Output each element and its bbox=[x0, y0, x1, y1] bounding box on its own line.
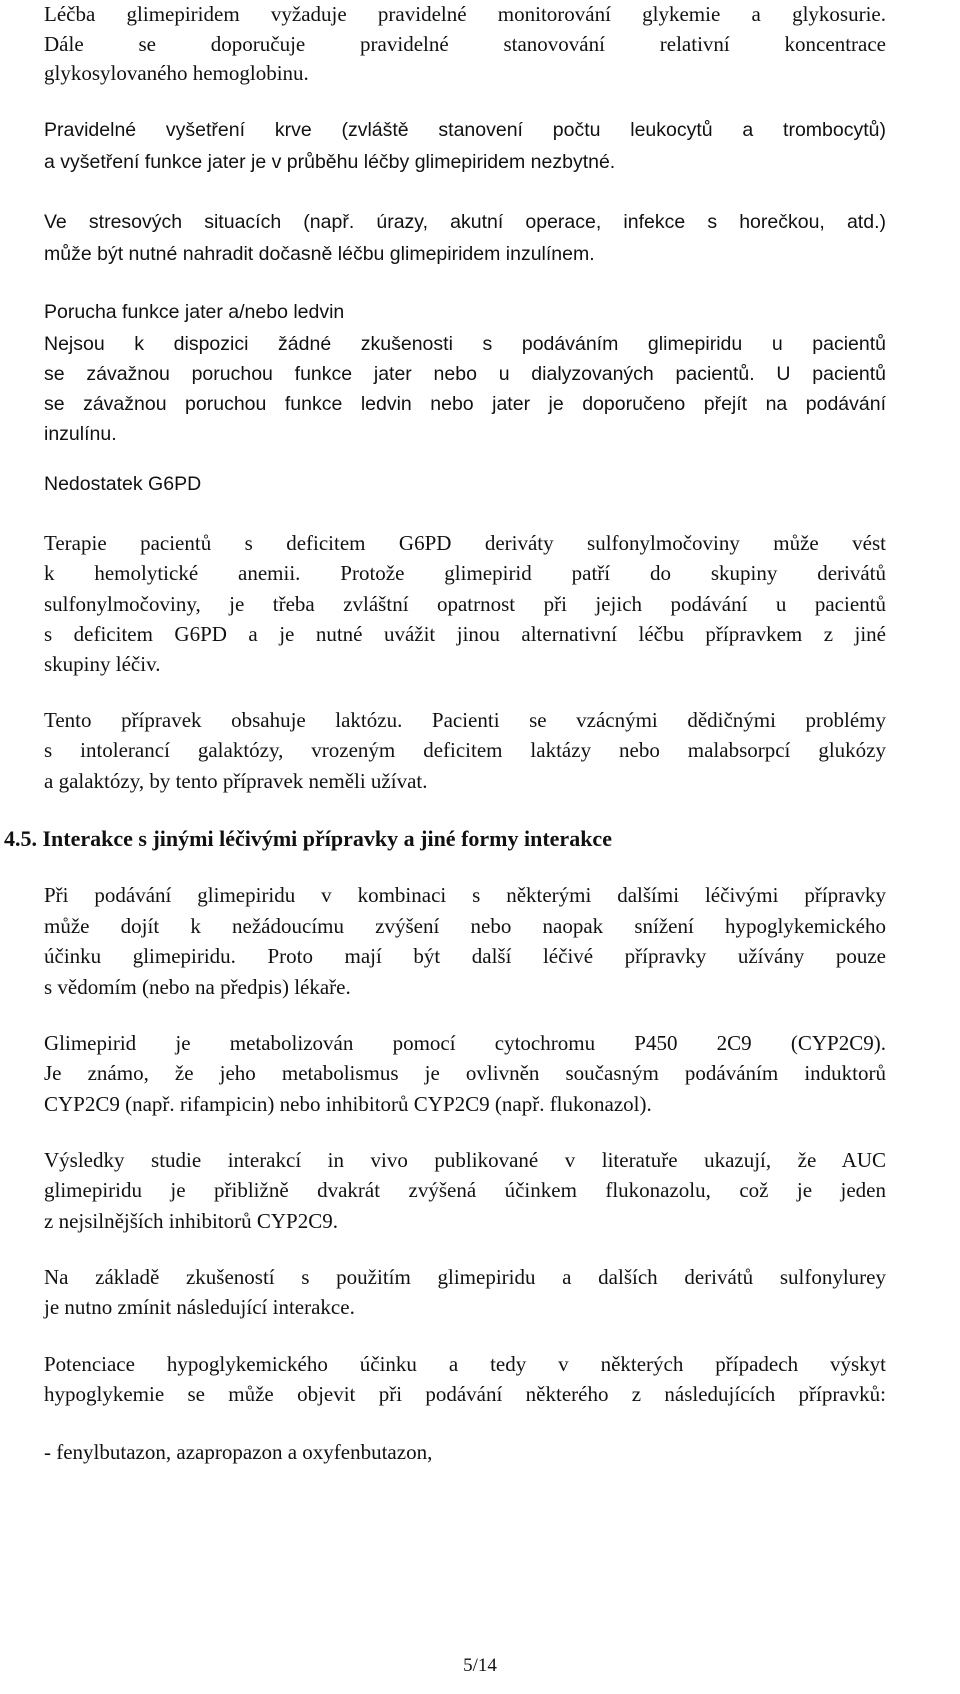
text-line: Dále se doporučuje pravidelné stanovování relativní koncentrace bbox=[44, 32, 886, 56]
text-line: Glimepirid je metabolizován pomocí cytochromu P450 2C9 (CYP2C9). bbox=[44, 1031, 886, 1055]
text-line: a galaktózy, by tento přípravek neměli užívat. bbox=[44, 769, 428, 793]
text-line: inzulínu. bbox=[44, 423, 117, 445]
text-line: a vyšetření funkce jater je v průběhu léčby glimepiridem nezbytné. bbox=[44, 151, 616, 173]
text-line: účinku glimepiridu. Proto mají být další léčivé přípravky užívány pouze bbox=[44, 944, 886, 968]
text-line: Potenciace hypoglykemického účinku a tedy v některých případech výskyt bbox=[44, 1352, 886, 1376]
text-line: glykosylovaného hemoglobinu. bbox=[44, 61, 309, 85]
text-line: CYP2C9 (např. rifampicin) nebo inhibitorů CYP2C9 (např. flukonazol). bbox=[44, 1092, 652, 1116]
text-line: Je známo, že jeho metabolismus je ovlivněn současným podáváním induktorů bbox=[44, 1061, 886, 1085]
list-item: - fenylbutazon, azapropazon a oxyfenbutazon, bbox=[44, 1440, 433, 1464]
text-line: Výsledky studie interakcí in vivo publikované v literatuře ukazují, že AUC bbox=[44, 1148, 886, 1172]
text-line: se závažnou poruchou funkce ledvin nebo jater je doporučeno přejít na podávání bbox=[44, 393, 886, 415]
text-line: skupiny léčiv. bbox=[44, 652, 161, 676]
text-line: Při podávání glimepiridu v kombinaci s některými dalšími léčivými přípravky bbox=[44, 883, 886, 907]
text-line: se závažnou poruchou funkce jater nebo u dialyzovaných pacientů. U pacientů bbox=[44, 363, 886, 385]
text-line: Tento přípravek obsahuje laktózu. Pacienti se vzácnými dědičnými problémy bbox=[44, 708, 886, 732]
text-line: může být nutné nahradit dočasně léčbu glimepiridem inzulínem. bbox=[44, 243, 595, 265]
text-line: může dojít k nežádoucímu zvýšení nebo naopak snížení hypoglykemického bbox=[44, 914, 886, 938]
text-line: Nejsou k dispozici žádné zkušenosti s podáváním glimepiridu u pacientů bbox=[44, 333, 886, 355]
section-subheading: Porucha funkce jater a/nebo ledvin bbox=[44, 301, 345, 323]
text-line: hypoglykemie se může objevit při podávání některého z následujících přípravků: bbox=[44, 1382, 886, 1406]
text-line: s vědomím (nebo na předpis) lékaře. bbox=[44, 975, 351, 999]
text-line: Terapie pacientů s deficitem G6PD deriváty sulfonylmočoviny může vést bbox=[44, 531, 886, 555]
text-line: Na základě zkušeností s použitím glimepiridu a dalších derivátů sulfonylurey bbox=[44, 1265, 886, 1289]
text-line: k hemolytické anemii. Protože glimepirid patří do skupiny derivátů bbox=[44, 561, 886, 585]
section-subheading: Nedostatek G6PD bbox=[44, 473, 202, 495]
text-line: s intolerancí galaktózy, vrozeným deficitem laktázy nebo malabsorpcí glukózy bbox=[44, 738, 886, 762]
text-line: je nutno zmínit následující interakce. bbox=[44, 1295, 355, 1319]
text-line: Pravidelné vyšetření krve (zvláště stanovení počtu leukocytů a trombocytů) bbox=[44, 119, 886, 141]
page-number: 5/14 bbox=[463, 1655, 497, 1676]
text-line: z nejsilnějších inhibitorů CYP2C9. bbox=[44, 1209, 338, 1233]
section-heading: 4.5. Interakce s jinými léčivými přípravky a jiné formy interakce bbox=[4, 826, 612, 851]
text-line: Léčba glimepiridem vyžaduje pravidelné monitorování glykemie a glykosurie. bbox=[44, 2, 886, 26]
text-line: sulfonylmočoviny, je třeba zvláštní opatrnost při jejich podávání u pacientů bbox=[44, 592, 886, 616]
text-line: glimepiridu je přibližně dvakrát zvýšená účinkem flukonazolu, což je jeden bbox=[44, 1178, 886, 1202]
text-line: Ve stresových situacích (např. úrazy, akutní operace, infekce s horečkou, atd.) bbox=[44, 211, 886, 233]
text-line: s deficitem G6PD a je nutné uvážit jinou alternativní léčbu přípravkem z jiné bbox=[44, 622, 886, 646]
